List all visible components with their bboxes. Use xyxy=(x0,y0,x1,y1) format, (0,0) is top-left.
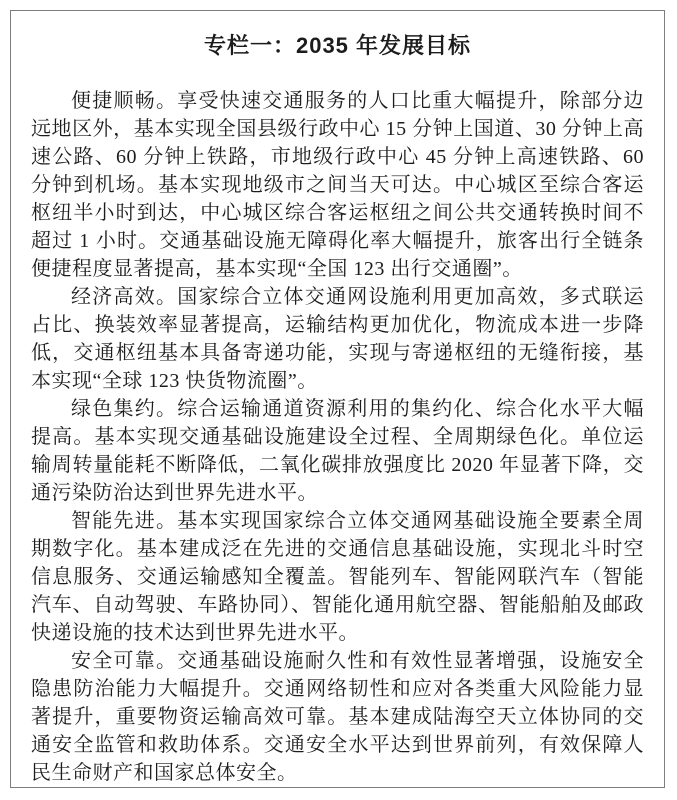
column-body xyxy=(31,87,644,787)
paragraph-convenient-smooth: 便捷顺畅。享受快速交通服务的人口比重大幅提升，除部分边远地区外，基本实现全国县级行政中心 15 分钟上国道、30 分钟上高速公路、60 分钟上铁路，市地级行政中心 45 分钟上高速铁路、60 分钟到机场。基本实现地级市之间当天可达。中心城区至综合客运枢纽半小时到达，中心城区综合客运枢纽之间公共交通转换时间不超过 1 小时。交通基础设施无障碍化率大幅提升，旅客出行全链条便捷程度显著提高，基本实现“全国 123 出行交通圈”。 xyxy=(31,90,644,280)
column-title: 专栏一：2035 年发展目标 xyxy=(203,33,472,58)
paragraph-green-intensive: 绿色集约。综合运输通道资源利用的集约化、综合化水平大幅提高。基本实现交通基础设施建设全过程、全周期绿色化。单位运输周转量能耗不断降低，二氧化碳排放强度比 2020 年显著下降，交通污染防治达到世界先进水平。 xyxy=(31,398,644,504)
paragraph-smart-advanced: 智能先进。基本实现国家综合立体交通网基础设施全要素全周期数字化。基本建成泛在先进的交通信息基础设施，实现北斗时空信息服务、交通运输感知全覆盖。智能列车、智能网联汽车（智能汽车、自动驾驶、车路协同）、智能化通用航空器、智能船舶及邮政快递设施的技术达到世界先进水平。 xyxy=(31,510,644,644)
column-box xyxy=(10,10,665,788)
paragraph-safe-reliable: 安全可靠。交通基础设施耐久性和有效性显著增强，设施安全隐患防治能力大幅提升。交通网络韧性和应对各类重大风险能力显著提升，重要物资运输高效可靠。基本建成陆海空天立体协同的交通安全监管和救助体系。交通安全水平达到世界前列，有效保障人民生命财产和国家总体安全。 xyxy=(31,650,644,784)
paragraph-economic-efficient: 经济高效。国家综合立体交通网设施利用更加高效，多式联运占比、换装效率显著提高，运输结构更加优化，物流成本进一步降低，交通枢纽基本具备寄递功能，实现与寄递枢纽的无缝衔接，基本实现“全球 123 快货物流圈”。 xyxy=(31,286,644,392)
